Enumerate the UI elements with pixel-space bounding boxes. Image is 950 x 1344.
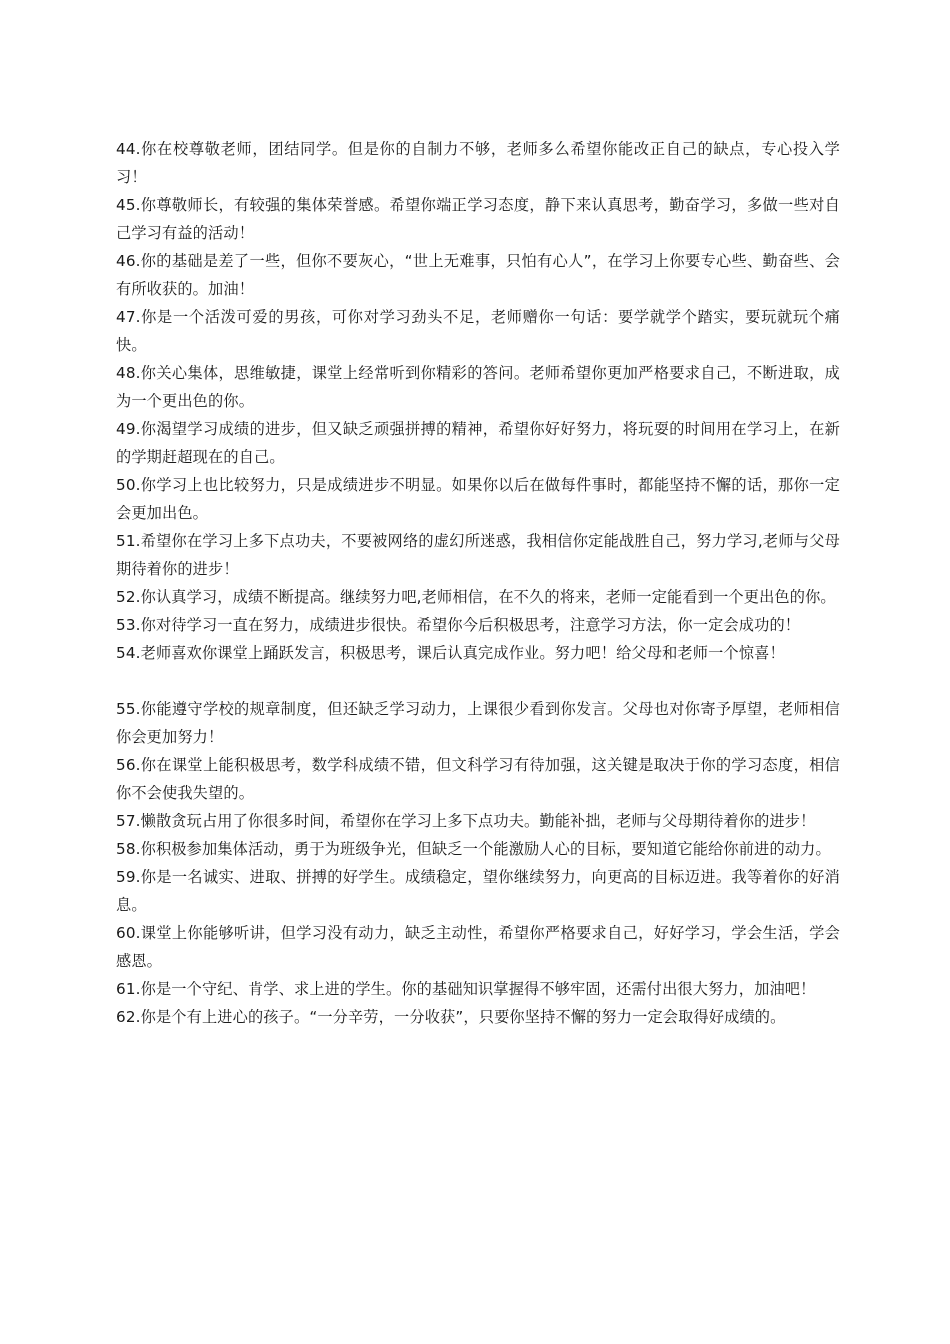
blank-line — [116, 667, 840, 695]
comment-58: 58.你积极参加集体活动，勇于为班级争光，但缺乏一个能激励人心的目标，要知道它能给你前进的动力。 — [116, 840, 831, 858]
comment-45: 45.你尊敬师长，有较强的集体荣誉感。希望你端正学习态度，静下来认真思考，勤奋学习，多做一些对自己学习有益的活动！ — [116, 196, 840, 242]
comment-49: 49.你渴望学习成绩的进步，但又缺乏顽强拼搏的精神，希望你好好努力，将玩耍的时间用在学习上，在新的学期赶超现在的自己。 — [116, 420, 840, 466]
comment-47: 47.你是一个活泼可爱的男孩，可你对学习劲头不足，老师赠你一句话：要学就学个踏实，要玩就玩个痛快。 — [116, 308, 840, 354]
comment-56: 56.你在课堂上能积极思考，数学科成绩不错，但文科学习有待加强，这关键是取决于你的学习态度，相信你不会使我失望的。 — [116, 756, 840, 802]
comment-50: 50.你学习上也比较努力，只是成绩进步不明显。如果你以后在做每件事时，都能坚持不懈的话，那你一定会更加出色。 — [116, 476, 840, 522]
comment-55: 55.你能遵守学校的规章制度，但还缺乏学习动力，上课很少看到你发言。父母也对你寄予厚望，老师相信你会更加努力！ — [116, 700, 840, 746]
comment-54: 54.老师喜欢你课堂上踊跃发言，积极思考，课后认真完成作业。努力吧！给父母和老师一个惊喜！ — [116, 644, 785, 662]
comment-46: 46.你的基础是差了一些，但你不要灰心，“世上无难事，只怕有心人”，在学习上你要专心些、勤奋些、会有所收获的。加油！ — [116, 252, 840, 298]
comment-61: 61.你是一个守纪、肯学、求上进的学生。你的基础知识掌握得不够牢固，还需付出很大努力，加油吧！ — [116, 980, 816, 998]
comment-53: 53.你对待学习一直在努力，成绩进步很快。希望你今后积极思考，注意学习方法，你一定会成功的！ — [116, 616, 801, 634]
comment-62: 62.你是个有上进心的孩子。“一分辛劳，一分收获”，只要你坚持不懈的努力一定会取得好成绩的。 — [116, 1008, 786, 1026]
comment-57: 57.懒散贪玩占用了你很多时间，希望你在学习上多下点功夫。勤能补拙，老师与父母期待着你的进步！ — [116, 812, 816, 830]
comment-51: 51.希望你在学习上多下点功夫，不要被网络的虚幻所迷惑，我相信你定能战胜自己，努力学习,老师与父母期待着你的进步！ — [116, 532, 840, 578]
comment-52: 52.你认真学习，成绩不断提高。继续努力吧,老师相信，在不久的将来，老师一定能看到一个更出色的你。 — [116, 588, 836, 606]
document-page — [116, 135, 840, 1031]
comment-48: 48.你关心集体，思维敏捷，课堂上经常听到你精彩的答问。老师希望你更加严格要求自己，不断进取，成为一个更出色的你。 — [116, 364, 840, 410]
comment-59: 59.你是一名诚实、进取、拼搏的好学生。成绩稳定，望你继续努力，向更高的目标迈进。我等着你的好消息。 — [116, 868, 840, 914]
comment-60: 60.课堂上你能够听讲，但学习没有动力，缺乏主动性，希望你严格要求自己，好好学习，学会生活，学会感恩。 — [116, 924, 840, 970]
comment-44: 44.你在校尊敬老师，团结同学。但是你的自制力不够，老师多么希望你能改正自己的缺点，专心投入学习！ — [116, 140, 840, 186]
